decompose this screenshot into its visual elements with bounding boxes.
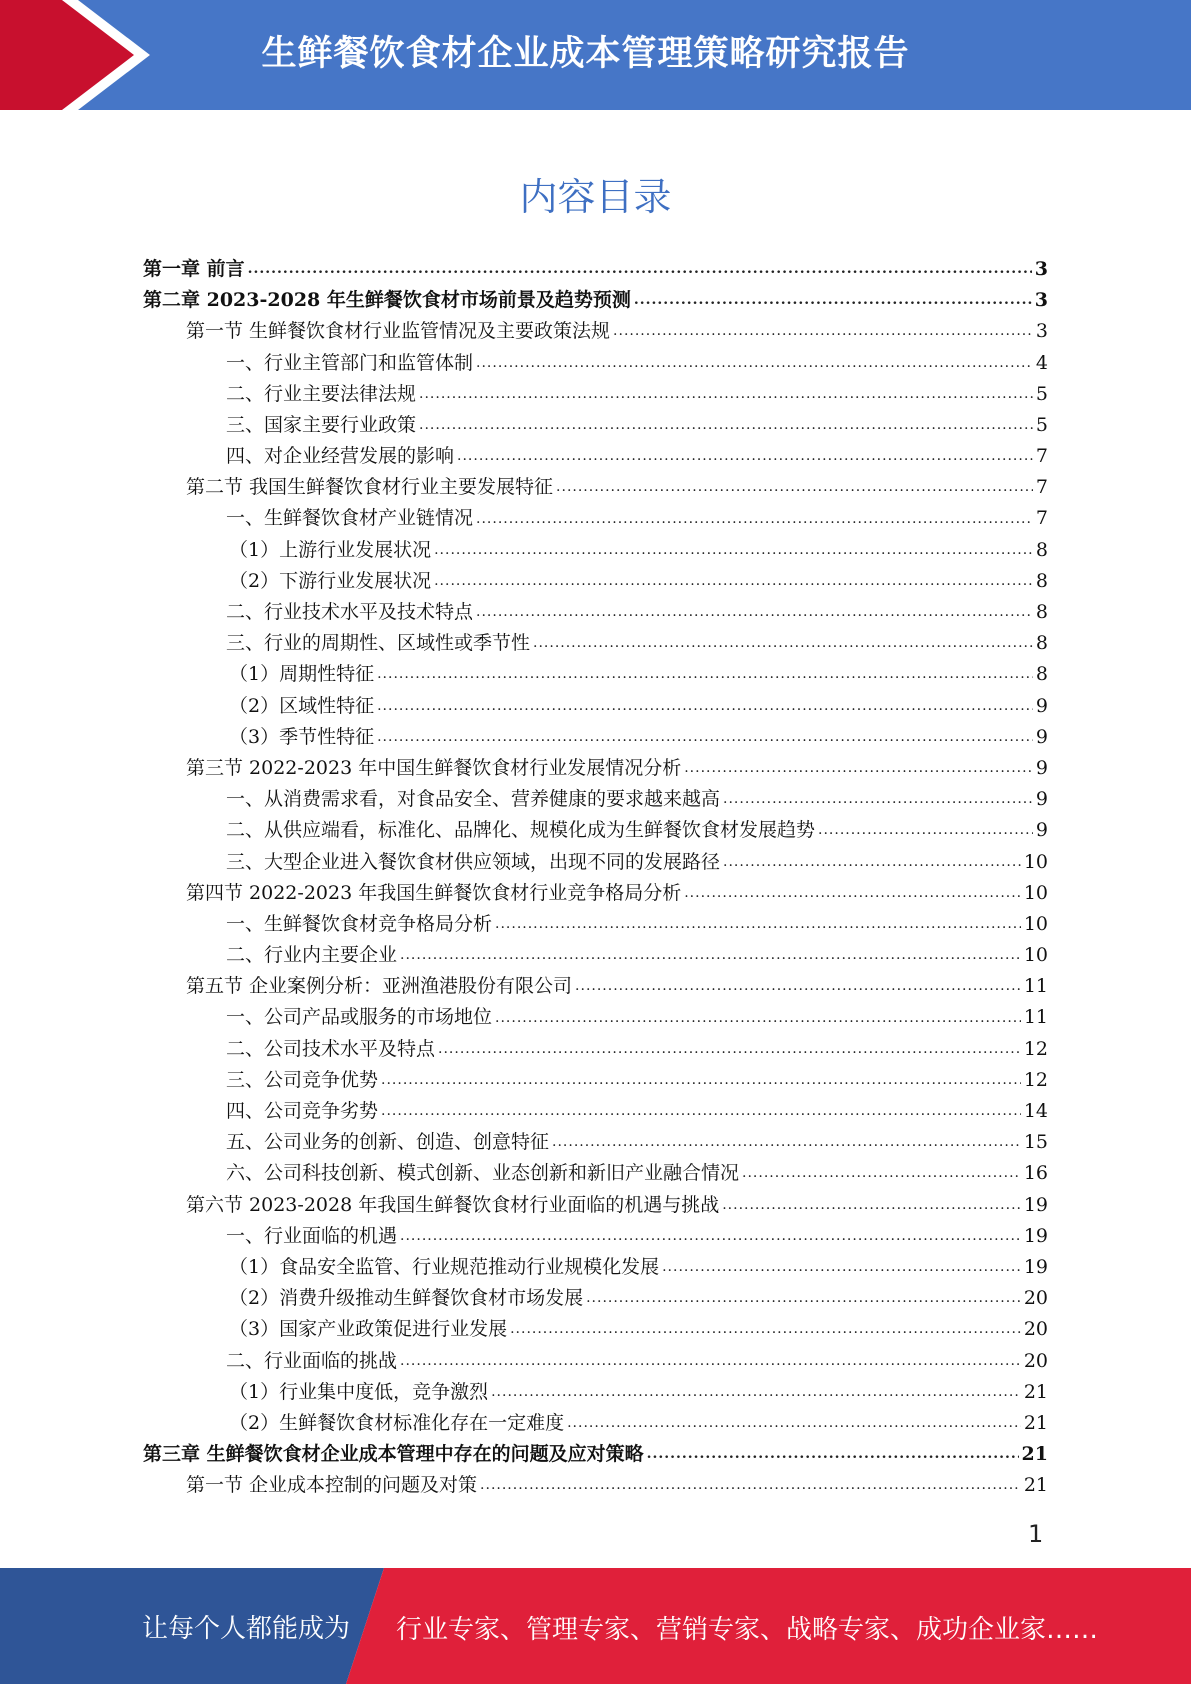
toc-entry-page: 8: [1035, 663, 1048, 686]
toc-entry-page: 9: [1035, 725, 1048, 748]
toc-entry-page: 3: [1034, 257, 1048, 280]
toc-entry-page: 20: [1023, 1349, 1048, 1372]
toc-entry-title: （2）消费升级推动生鲜餐饮食材市场发展: [229, 1287, 584, 1310]
toc-dot-leader: [567, 1408, 1021, 1439]
toc-entry-page: 8: [1035, 601, 1048, 624]
toc-entry[interactable]: [143, 691, 1048, 722]
toc-dot-leader: [476, 597, 1033, 628]
toc-entry[interactable]: [143, 1283, 1048, 1314]
toc-entry-title: 第五节 企业案例分析：亚洲渔港股份有限公司: [186, 975, 573, 998]
toc-dot-leader: [476, 348, 1033, 379]
toc-entry-page: 7: [1035, 507, 1048, 530]
toc-entry[interactable]: [143, 410, 1048, 441]
toc-dot-leader: [480, 1470, 1021, 1501]
toc-entry-title: 第二章 2023-2028 年生鲜餐饮食材市场前景及趋势预测: [143, 289, 631, 312]
toc-entry[interactable]: [143, 971, 1048, 1002]
toc-entry[interactable]: [143, 722, 1048, 753]
toc-dot-leader: [377, 722, 1033, 753]
toc-entry-page: 11: [1023, 1006, 1048, 1029]
toc-entry-title: （1）行业集中度低，竞争激烈: [229, 1380, 489, 1403]
toc-entry-title: 第一章 前言: [143, 257, 245, 280]
toc-entry-page: 12: [1023, 1068, 1048, 1091]
toc-entry-page: 15: [1023, 1131, 1048, 1154]
toc-entry-title: （1）食品安全监管、行业规范推动行业规模化发展: [229, 1255, 660, 1278]
toc-entry-page: 9: [1035, 694, 1048, 717]
toc-dot-leader: [400, 1221, 1021, 1252]
toc-entry[interactable]: [143, 1252, 1048, 1283]
toc-entry-title: 一、从消费需求看，对食品安全、营养健康的要求越来越高: [226, 788, 721, 811]
toc-dot-leader: [575, 971, 1021, 1002]
toc-dot-leader: [400, 1346, 1021, 1377]
toc-entry-page: 3: [1035, 320, 1048, 343]
toc-entry[interactable]: [143, 1190, 1048, 1221]
toc-dot-leader: [400, 940, 1021, 971]
toc-entry[interactable]: [143, 472, 1048, 503]
toc-dot-leader: [491, 1377, 1021, 1408]
toc-entry-page: 9: [1035, 788, 1048, 811]
toc-entry-title: （3）季节性特征: [229, 725, 375, 748]
toc-dot-leader: [377, 659, 1033, 690]
toc-entry-page: 20: [1023, 1287, 1048, 1310]
toc-entry-page: 21: [1021, 1443, 1048, 1466]
toc-dot-leader: [438, 1034, 1021, 1065]
toc-dot-leader: [586, 1283, 1021, 1314]
toc-dot-leader: [556, 472, 1033, 503]
toc-entry[interactable]: [143, 254, 1048, 285]
toc-entry[interactable]: [143, 1034, 1048, 1065]
toc-entry-page: 5: [1035, 413, 1048, 436]
footer-slogan-left: 让每个人都能成为: [142, 1614, 351, 1644]
toc-dot-leader: [533, 628, 1033, 659]
toc-dot-leader: [419, 410, 1033, 441]
toc-entry-page: 10: [1023, 850, 1048, 873]
toc-dot-leader: [434, 535, 1033, 566]
toc-dot-leader: [476, 504, 1033, 535]
toc-entry-title: 五、公司业务的创新、创造、创意特征: [226, 1131, 550, 1154]
toc-entry-page: 3: [1034, 289, 1048, 312]
toc-entry-title: 第六节 2023-2028 年我国生鲜餐饮食材行业面临的机遇与挑战: [186, 1193, 720, 1216]
toc-entry-title: 一、生鲜餐饮食材竞争格局分析: [226, 912, 493, 935]
toc-entry-page: 19: [1023, 1224, 1048, 1247]
toc-entry[interactable]: [143, 348, 1048, 379]
toc-dot-leader: [495, 909, 1021, 940]
toc-entry[interactable]: [143, 815, 1048, 846]
toc-dot-leader: [381, 1065, 1021, 1096]
toc-entry-page: 9: [1035, 756, 1048, 779]
toc-entry-title: 第一节 生鲜餐饮食材行业监管情况及主要政策法规: [186, 320, 611, 343]
toc-dot-leader: [434, 566, 1033, 597]
page-number: 1: [1028, 1520, 1044, 1548]
toc-list: [143, 254, 1048, 1502]
toc-entry[interactable]: [143, 1003, 1048, 1034]
report-title: 生鲜餐饮食材企业成本管理策略研究报告: [261, 34, 910, 74]
toc-entry-page: 19: [1023, 1255, 1048, 1278]
toc-dot-leader: [684, 878, 1021, 909]
toc-entry[interactable]: [143, 1096, 1048, 1127]
toc-entry-title: 二、公司技术水平及特点: [226, 1037, 436, 1060]
toc-entry-title: 一、公司产品或服务的市场地位: [226, 1006, 493, 1029]
toc-entry-page: 10: [1023, 881, 1048, 904]
toc-entry-title: 二、行业主要法律法规: [226, 382, 417, 405]
toc-dot-leader: [647, 1439, 1019, 1470]
toc-entry-title: 一、行业面临的机遇: [226, 1224, 398, 1247]
toc-entry-page: 7: [1035, 476, 1048, 499]
toc-entry-title: 第三章 生鲜餐饮食材企业成本管理中存在的问题及应对策略: [143, 1443, 644, 1466]
toc-entry-title: 四、对企业经营发展的影响: [226, 445, 455, 468]
toc-entry-title: 六、公司科技创新、模式创新、业态创新和新旧产业融合情况: [226, 1162, 740, 1185]
toc-entry-page: 5: [1035, 382, 1048, 405]
toc-dot-leader: [634, 285, 1032, 316]
toc-entry-title: 二、行业内主要企业: [226, 944, 398, 967]
toc-entry-page: 21: [1023, 1380, 1048, 1403]
toc-entry-title: 一、生鲜餐饮食材产业链情况: [226, 507, 474, 530]
toc-entry-title: 三、行业的周期性、区域性或季节性: [226, 632, 531, 655]
toc-entry-page: 21: [1023, 1474, 1048, 1497]
toc-entry-page: 21: [1023, 1411, 1048, 1434]
toc-entry[interactable]: [143, 940, 1048, 971]
toc-entry[interactable]: [143, 659, 1048, 690]
toc-entry-page: 16: [1023, 1162, 1048, 1185]
toc-dot-leader: [723, 847, 1021, 878]
toc-entry-title: 二、行业面临的挑战: [226, 1349, 398, 1372]
toc-entry-page: 14: [1023, 1100, 1048, 1123]
toc-dot-leader: [723, 784, 1033, 815]
toc-entry-page: 7: [1035, 445, 1048, 468]
toc-dot-leader: [381, 1096, 1021, 1127]
toc-entry[interactable]: [143, 1065, 1048, 1096]
toc-entry[interactable]: [143, 878, 1048, 909]
toc-entry[interactable]: [143, 784, 1048, 815]
toc-dot-leader: [552, 1127, 1021, 1158]
toc-entry-title: 三、大型企业进入餐饮食材供应领域，出现不同的发展路径: [226, 850, 721, 873]
toc-entry[interactable]: [143, 441, 1048, 472]
toc-entry-title: （1）上游行业发展状况: [229, 538, 432, 561]
toc-entry-page: 12: [1023, 1037, 1048, 1060]
toc-entry[interactable]: [143, 1439, 1048, 1470]
toc-entry-title: 第二节 我国生鲜餐饮食材行业主要发展特征: [186, 476, 554, 499]
toc-entry-title: 第四节 2022-2023 年我国生鲜餐饮食材行业竞争格局分析: [186, 881, 682, 904]
toc-entry-page: 8: [1035, 569, 1048, 592]
toc-entry[interactable]: [143, 1158, 1048, 1189]
toc-heading: 内容目录: [519, 175, 672, 219]
toc-entry-page: 8: [1035, 632, 1048, 655]
toc-dot-leader: [742, 1158, 1021, 1189]
toc-entry-page: 4: [1035, 351, 1048, 374]
toc-entry-title: 三、国家主要行业政策: [226, 413, 417, 436]
toc-entry[interactable]: [143, 909, 1048, 940]
toc-entry-title: 二、从供应端看，标准化、品牌化、规模化成为生鲜餐饮食材发展趋势: [226, 819, 816, 842]
footer-band: [0, 1568, 1191, 1684]
toc-dot-leader: [613, 316, 1033, 347]
toc-dot-leader: [818, 815, 1033, 846]
toc-entry[interactable]: [143, 566, 1048, 597]
footer-slogan-right: 行业专家、管理专家、营销专家、战略专家、成功企业家……: [396, 1615, 1099, 1645]
toc-entry[interactable]: [143, 535, 1048, 566]
toc-entry[interactable]: [143, 1408, 1048, 1439]
toc-entry[interactable]: [143, 1127, 1048, 1158]
toc-entry-title: 二、行业技术水平及技术特点: [226, 601, 474, 624]
toc-entry[interactable]: [143, 597, 1048, 628]
toc-entry-page: 9: [1035, 819, 1048, 842]
toc-entry-title: 第三节 2022-2023 年中国生鲜餐饮食材行业发展情况分析: [186, 756, 682, 779]
toc-entry[interactable]: [143, 1377, 1048, 1408]
toc-entry[interactable]: [143, 753, 1048, 784]
toc-entry-title: （1）周期性特征: [229, 663, 375, 686]
toc-entry[interactable]: [143, 1346, 1048, 1377]
toc-dot-leader: [457, 441, 1033, 472]
toc-dot-leader: [377, 691, 1033, 722]
toc-entry-title: （2）生鲜餐饮食材标准化存在一定难度: [229, 1411, 565, 1434]
toc-dot-leader: [248, 254, 1032, 285]
toc-entry-title: 四、公司竞争劣势: [226, 1100, 379, 1123]
toc-entry[interactable]: [143, 379, 1048, 410]
toc-entry[interactable]: [143, 847, 1048, 878]
toc-entry-title: 第一节 企业成本控制的问题及对策: [186, 1474, 478, 1497]
toc-entry[interactable]: [143, 504, 1048, 535]
toc-entry-title: 三、公司竞争优势: [226, 1068, 379, 1091]
toc-dot-leader: [662, 1252, 1021, 1283]
toc-entry[interactable]: [143, 1470, 1048, 1501]
toc-entry[interactable]: [143, 628, 1048, 659]
toc-entry-page: 10: [1023, 944, 1048, 967]
toc-entry-title: （3）国家产业政策促进行业发展: [229, 1318, 508, 1341]
toc-entry-page: 8: [1035, 538, 1048, 561]
toc-entry[interactable]: [143, 316, 1048, 347]
toc-entry-title: （2）下游行业发展状况: [229, 569, 432, 592]
toc-entry-title: 一、行业主管部门和监管体制: [226, 351, 474, 374]
toc-dot-leader: [419, 379, 1033, 410]
header-band: [0, 0, 1191, 110]
toc-entry-page: 20: [1023, 1318, 1048, 1341]
toc-entry-page: 11: [1023, 975, 1048, 998]
toc-dot-leader: [722, 1190, 1021, 1221]
toc-entry[interactable]: [143, 1314, 1048, 1345]
toc-entry-page: 19: [1023, 1193, 1048, 1216]
toc-entry-page: 10: [1023, 912, 1048, 935]
toc-dot-leader: [684, 753, 1033, 784]
toc-dot-leader: [510, 1314, 1021, 1345]
toc-entry-title: （2）区域性特征: [229, 694, 375, 717]
toc-entry[interactable]: [143, 1221, 1048, 1252]
toc-dot-leader: [495, 1003, 1021, 1034]
toc-entry[interactable]: [143, 285, 1048, 316]
